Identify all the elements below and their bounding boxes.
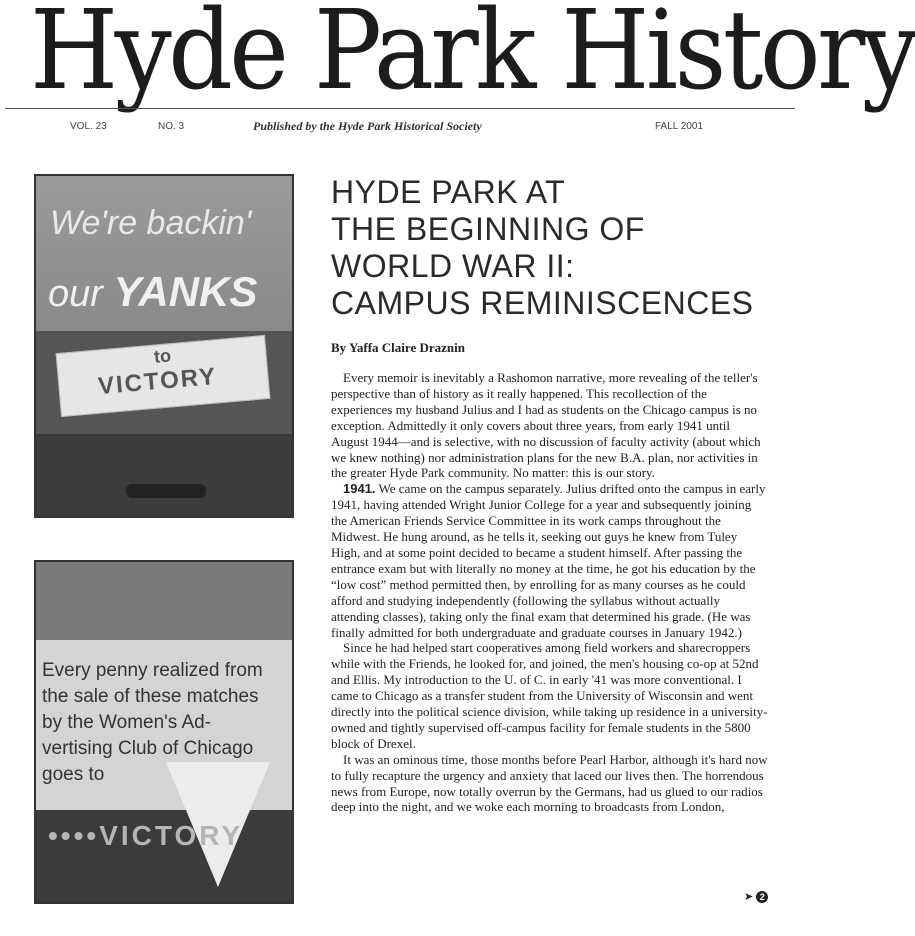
- article-body: [331, 370, 769, 815]
- matchbook2-line: the sale of these matches: [42, 686, 259, 707]
- masthead-rule: [5, 108, 795, 109]
- slogan-our: our: [48, 273, 114, 315]
- continued-arrow-icon: ➤: [744, 891, 754, 903]
- paragraph: It was an ominous time, those months before Pearl Harbor, although it's hard now to fully recapture the urgency and anxiety that laced our lives then. The horrendous news from Europe, now totally overrun by the Germans, had us glued to our radios deep into the night, and we woke each morning to broadcasts from London,: [331, 751, 768, 815]
- victory-card-to: to: [153, 345, 172, 367]
- matchbook2-victory: ••••VICTORY: [48, 820, 244, 851]
- paragraph: [331, 481, 769, 640]
- paragraph: Since he had helped start cooperatives among field workers and sharecroppers while with the Friends, he looked for, and joined, the men's housing co-op at 52nd and Ellis. My introduction to the U. of C. in early '41 was more conventional. I came to Chicago as a transfer student from the University of Wisconsin and went directly into the political science division, while taking up residence in a university-owned and tightly supervised off-campus facility for female students in the 5800 block of Drexel.: [331, 640, 768, 751]
- matchbook-photo-victory: [34, 560, 294, 904]
- headline-line: CAMPUS REMINISCENCES: [331, 285, 754, 321]
- matchbook-slogan-line1: We're backin': [50, 204, 252, 242]
- slogan-yanks: YANKS: [113, 268, 258, 315]
- matchbook2-line: goes to: [42, 764, 105, 785]
- matchbook-striker: [126, 484, 206, 498]
- matchbook2-line: vertising Club of Chicago: [42, 738, 254, 759]
- matchbook-photo-yanks: [34, 174, 294, 518]
- headline-line: HYDE PARK AT: [331, 174, 566, 210]
- issue-season: FALL 2001: [655, 121, 704, 132]
- matchbook-slogan-line2: [48, 268, 257, 316]
- paragraph-text: We came on the campus separately. Julius drifted onto the campus in early 1941, having attended Wright Junior College for a year and subsequently joining the American Friends Service Committee in its work camps throughout the Midwest. He hung around, as he tells it, seeking out guys he knew from Tuley High, and at some point decided to became a student himself. After passing the entrance exam but with literally no money at the time, he got his education by the “low cost” method permitted then, by enrolling for as many courses as he could afford and studying independently (following the syllabus without actually attending classes), taking only the final exam that determined his grade. (He was finally admitted for both undergraduate and graduate courses in January 1942.): [331, 481, 766, 640]
- victory-card-text: VICTORY: [97, 362, 219, 401]
- volume-label: VOL. 23: [70, 121, 107, 132]
- masthead: [0, 0, 915, 140]
- headline-line: THE BEGINNING OF: [331, 211, 645, 247]
- issue-number: NO. 3: [158, 121, 185, 132]
- headline-line: WORLD WAR II:: [331, 248, 575, 284]
- paragraph: Every memoir is inevitably a Rashomon narrative, more revealing of the teller's perspective than of history as it really happened. This recollection of the experiences my husband Julius and I had as students on the Chicago campus is no exception. Admittedly it only covers about three years, from early 1941 until August 1944—and is selective, with no discussion of faculty activity (about which we knew nothing) nor administration plans for the new B.A. plan, nor activities in the greater Hyde Park community. No matter: this is our story.: [331, 370, 761, 481]
- matchbook2-line: by the Women's Ad-: [42, 712, 212, 733]
- article-headline: [331, 174, 781, 322]
- newsletter-title: Hyde Park History: [30, 0, 915, 114]
- matchbook-bottom: [36, 434, 292, 516]
- publisher-line: Published by the Hyde Park Historical Society: [253, 119, 482, 133]
- year-heading: 1941.: [343, 481, 376, 497]
- article-byline: By Yaffa Claire Draznin: [331, 340, 465, 355]
- matchbook2-line: Every penny realized from: [42, 660, 263, 681]
- matchbook2-top: [36, 562, 292, 640]
- continued-on-page[interactable]: [744, 890, 768, 903]
- continued-page-number: 2: [756, 891, 768, 903]
